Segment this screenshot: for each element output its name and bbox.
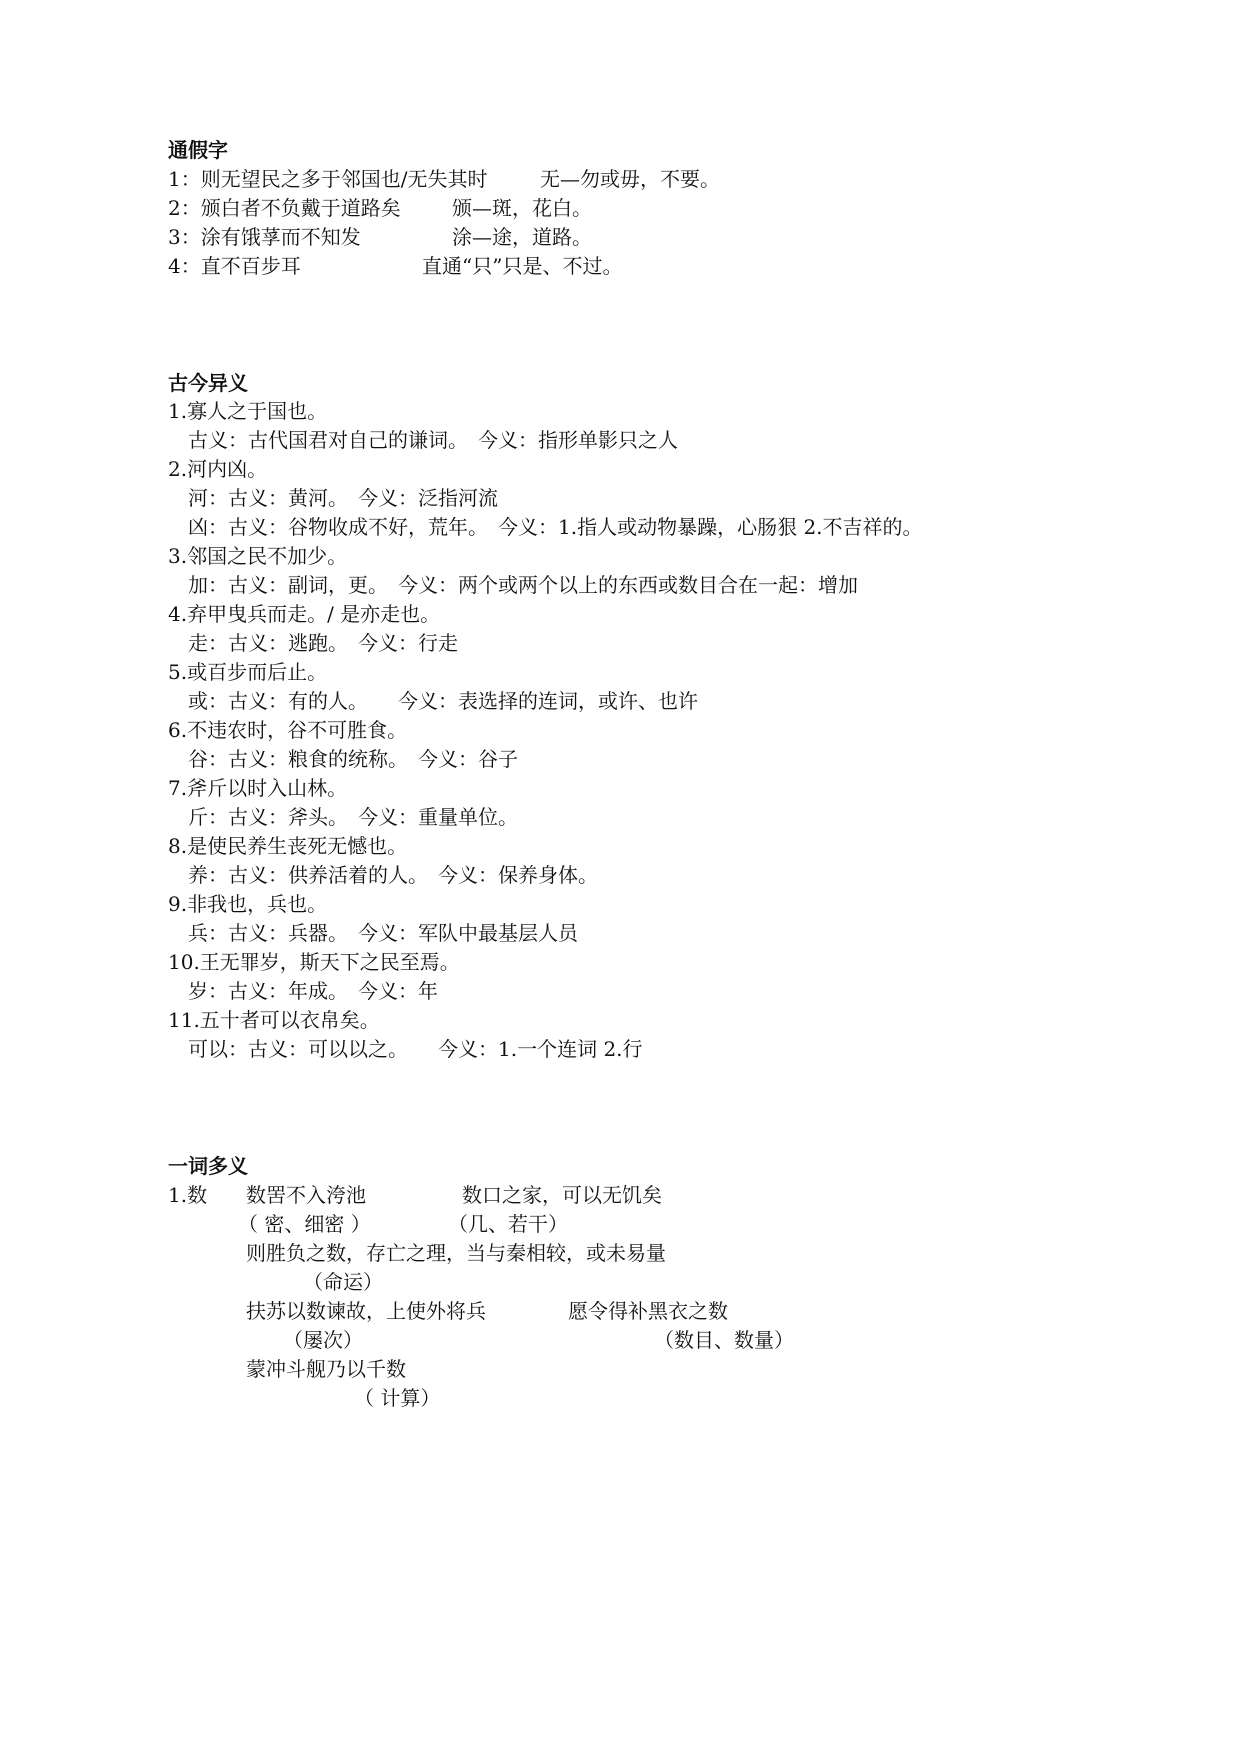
section-heading-yici: 一词多义 — [168, 1154, 248, 1178]
section-heading-gujin: 古今异义 — [168, 371, 248, 395]
yici-meaning: （ 计算） — [354, 1386, 441, 1410]
gujin-sentence: 2.河内凶。 — [168, 457, 268, 481]
gujin-sentence: 5.或百步而后止。 — [168, 660, 328, 684]
tongjia-note: 无—勿或毋，不要。 — [540, 167, 720, 191]
yici-example: 则胜负之数，存亡之理，当与秦相较，或未易量 — [246, 1241, 666, 1265]
tongjia-sentence: 2：颁白者不负戴于道路矣 — [168, 196, 401, 220]
gujin-explanation: 养：古义：供养活着的人。 今义：保养身体。 — [188, 863, 598, 887]
tongjia-note: 颁—斑，花白。 — [452, 196, 592, 220]
tongjia-sentence: 4：直不百步耳 — [168, 254, 301, 278]
tongjia-sentence: 3：涂有饿莩而不知发 — [168, 225, 361, 249]
yici-meaning: （命运） — [303, 1270, 383, 1294]
gujin-sentence: 1.寡人之于国也。 — [168, 399, 328, 423]
gujin-explanation: 凶：古义：谷物收成不好，荒年。 今义：1.指人或动物暴躁，心肠狠 2.不吉祥的。 — [188, 515, 923, 539]
yici-example: 扶苏以数谏故，上使外将兵 — [246, 1299, 486, 1323]
yici-meaning: （数目、数量） — [654, 1328, 794, 1352]
section-heading-tongjia: 通假字 — [168, 138, 228, 162]
gujin-sentence: 3.邻国之民不加少。 — [168, 544, 348, 568]
yici-word: 1.数 — [168, 1183, 208, 1207]
gujin-explanation: 兵：古义：兵器。 今义：军队中最基层人员 — [188, 921, 578, 945]
yici-meaning: （几、若干） — [448, 1212, 568, 1236]
gujin-explanation: 走：古义：逃跑。 今义：行走 — [188, 631, 458, 655]
gujin-explanation: 岁：古义：年成。 今义：年 — [188, 979, 438, 1003]
gujin-sentence: 7.斧斤以时入山林。 — [168, 776, 348, 800]
gujin-explanation: 古义：古代国君对自己的谦词。 今义：指形单影只之人 — [188, 428, 678, 452]
yici-example: 数口之家，可以无饥矣 — [462, 1183, 662, 1207]
gujin-sentence: 10.王无罪岁，斯天下之民至焉。 — [168, 950, 460, 974]
gujin-sentence: 4.弃甲曳兵而走。/ 是亦走也。 — [168, 602, 441, 626]
tongjia-sentence: 1：则无望民之多于邻国也/无失其时 — [168, 167, 488, 191]
gujin-explanation: 或：古义：有的人。 今义：表选择的连词，或许、也许 — [188, 689, 698, 713]
tongjia-note: 涂—途，道路。 — [452, 225, 592, 249]
yici-meaning: （屡次） — [283, 1328, 363, 1352]
tongjia-note: 直通“只”只是、不过。 — [422, 254, 623, 278]
gujin-sentence: 11.五十者可以衣帛矣。 — [168, 1008, 380, 1032]
gujin-explanation: 斤：古义：斧头。 今义：重量单位。 — [188, 805, 518, 829]
gujin-explanation: 谷：古义：粮食的统称。 今义：谷子 — [188, 747, 518, 771]
gujin-explanation: 可以：古义：可以以之。 今义：1.一个连词 2.行 — [188, 1037, 643, 1061]
gujin-explanation: 河：古义：黄河。 今义：泛指河流 — [188, 486, 498, 510]
gujin-sentence: 9.非我也，兵也。 — [168, 892, 328, 916]
gujin-sentence: 8.是使民养生丧死无憾也。 — [168, 834, 408, 858]
gujin-explanation: 加：古义：副词，更。 今义：两个或两个以上的东西或数目合在一起：增加 — [188, 573, 858, 597]
yici-example: 愿令得补黑衣之数 — [568, 1299, 728, 1323]
yici-meaning: （ 密、细密 ） — [238, 1212, 371, 1236]
yici-example: 数罟不入洿池 — [246, 1183, 366, 1207]
gujin-sentence: 6.不违农时，谷不可胜食。 — [168, 718, 408, 742]
yici-example: 蒙冲斗舰乃以千数 — [246, 1357, 406, 1381]
